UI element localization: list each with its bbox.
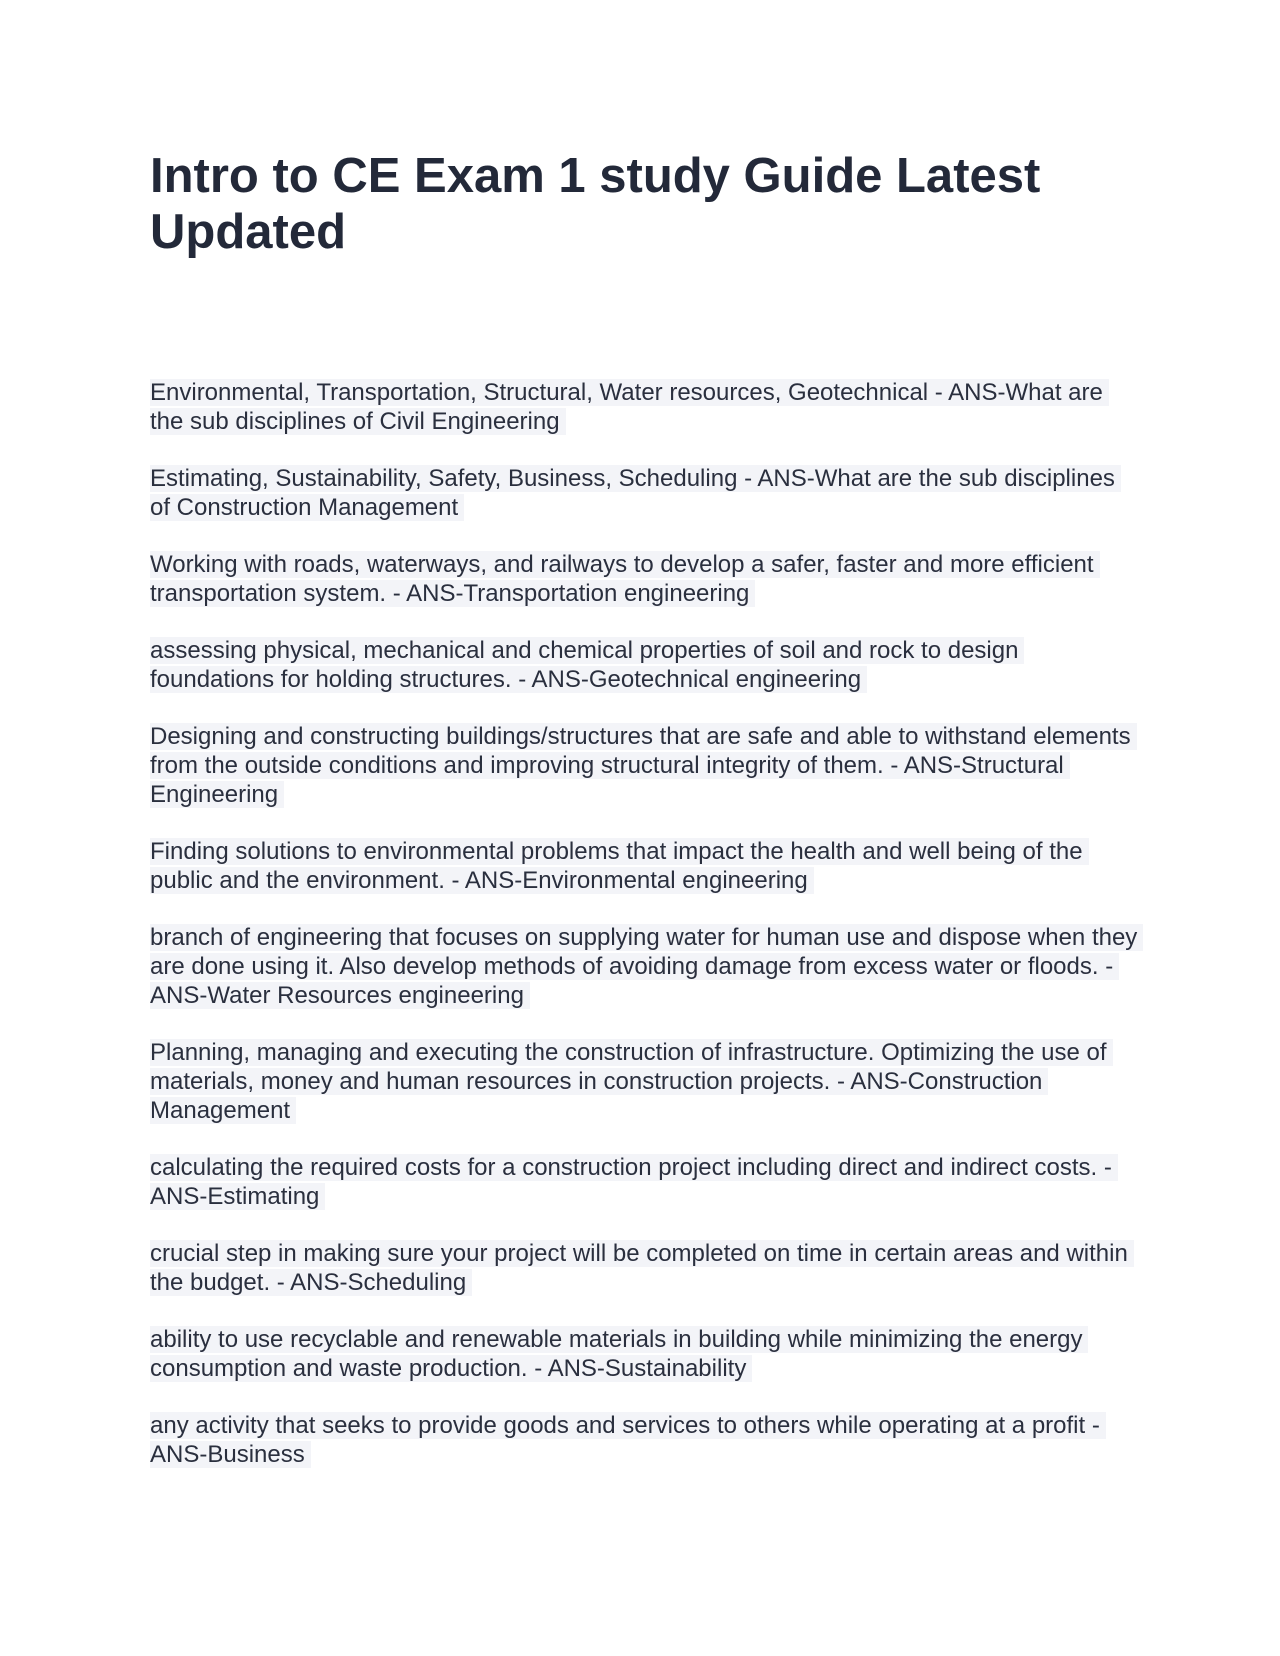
- entry-text: Estimating, Sustainability, Safety, Business, Scheduling - ANS-What are the sub disciplines of Construction Management: [150, 465, 1121, 521]
- entry-text: Designing and constructing buildings/structures that are safe and able to withstand elements from the outside conditions and improving structural integrity of them. - ANS-Structural Engineering: [150, 723, 1137, 808]
- entry-text: Environmental, Transportation, Structural, Water resources, Geotechnical - ANS-What are the sub disciplines of Civil Engineering: [150, 379, 1109, 435]
- list-item: [150, 464, 1140, 522]
- list-item: [150, 1038, 1140, 1125]
- entry-text: Planning, managing and executing the construction of infrastructure. Optimizing the use of materials, money and human resources in construction projects. - ANS-Construction Management: [150, 1039, 1113, 1124]
- entry-text: Finding solutions to environmental problems that impact the health and well being of the public and the environment. - ANS-Environmental engineering: [150, 838, 1089, 894]
- list-item: [150, 550, 1140, 608]
- entry-text: any activity that seeks to provide goods and services to others while operating at a profit - ANS-Business: [150, 1412, 1106, 1468]
- list-item: [150, 636, 1140, 694]
- entry-text: Working with roads, waterways, and railways to develop a safer, faster and more efficient transportation system. - ANS-Transportation engineering: [150, 551, 1100, 607]
- page-title: Intro to CE Exam 1 study Guide Latest Updated: [150, 149, 1041, 259]
- list-item: [150, 1239, 1140, 1297]
- list-item: [150, 1411, 1140, 1469]
- list-item: [150, 1325, 1140, 1383]
- document-header: [150, 148, 1140, 260]
- qa-list: [150, 378, 1140, 1497]
- list-item: [150, 923, 1140, 1010]
- entry-text: branch of engineering that focuses on supplying water for human use and dispose when they are done using it. Also develop methods of avoiding damage from excess water or floods. - ANS-Water Resources engineering: [150, 924, 1143, 1009]
- list-item: [150, 1153, 1140, 1211]
- entry-text: assessing physical, mechanical and chemical properties of soil and rock to design foundations for holding structures. - ANS-Geotechnical engineering: [150, 637, 1024, 693]
- list-item: [150, 722, 1140, 809]
- entry-text: ability to use recyclable and renewable materials in building while minimizing the energy consumption and waste production. - ANS-Sustainability: [150, 1326, 1088, 1382]
- entry-text: crucial step in making sure your project will be completed on time in certain areas and within the budget. - ANS-Scheduling: [150, 1240, 1134, 1296]
- list-item: [150, 837, 1140, 895]
- entry-text: calculating the required costs for a construction project including direct and indirect costs. - ANS-Estimating: [150, 1154, 1118, 1210]
- list-item: [150, 378, 1140, 436]
